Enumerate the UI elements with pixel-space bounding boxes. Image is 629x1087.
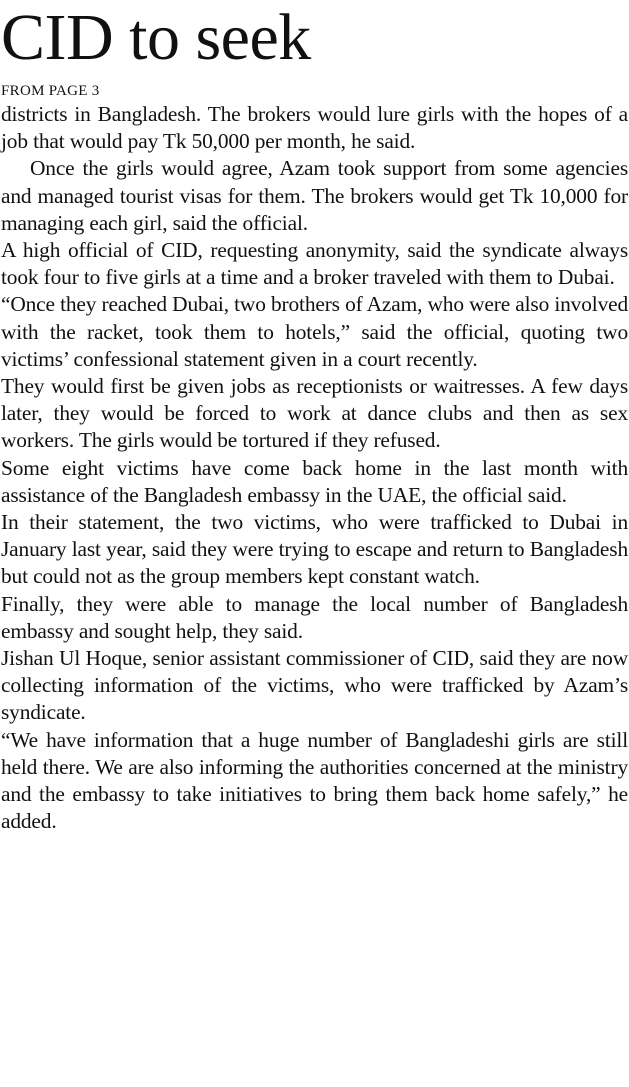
paragraph: A high official of CID, requesting anonymity, said the syndicate always took four to five girls at a time and a broker traveled with them to Dubai. — [1, 238, 628, 290]
article-body — [1, 101, 628, 835]
paragraph: “Once they reached Dubai, two brothers of Azam, who were also involved with the racket, took them to hotels,” said the official, quoting two victims’ confessional statement given in a court recently. — [1, 292, 628, 371]
paragraph: Some eight victims have come back home in the last month with assistance of the Bangladesh embassy in the UAE, the official said. — [1, 455, 628, 507]
paragraph: “We have information that a huge number of Bangladeshi girls are still held there. We are also informing the authorities concerned at the ministry and the embassy to take initiatives to bring them back home safely,” he added. — [1, 727, 628, 834]
paragraph: Jishan Ul Hoque, senior assistant commissioner of CID, said they are now collecting information of the victims, who were trafficked by Azam’s syndicate. — [1, 646, 628, 725]
headline: CID to seek — [1, 1, 311, 74]
paragraph: They would first be given jobs as receptionists or waitresses. A few days later, they would be forced to work at dance clubs and then as sex workers. The girls would be tortured if they refused. — [1, 374, 628, 453]
paragraph: Once the girls would agree, Azam took support from some agencies and managed tourist visas for them. The brokers would get Tk 10,000 for managing each girl, said the official. — [1, 156, 628, 235]
news-article — [1, 0, 628, 835]
continued-from-label: FROM PAGE 3 — [1, 83, 100, 99]
paragraph: In their statement, the two victims, who were trafficked to Dubai in January last year, said they were trying to escape and return to Bangladesh but could not as the group members kept constant watch. — [1, 510, 628, 589]
paragraph: Finally, they were able to manage the local number of Bangladesh embassy and sought help, they said. — [1, 591, 628, 643]
paragraph: districts in Bangladesh. The brokers would lure girls with the hopes of a job that would pay Tk 50,000 per month, he said. — [1, 102, 628, 154]
